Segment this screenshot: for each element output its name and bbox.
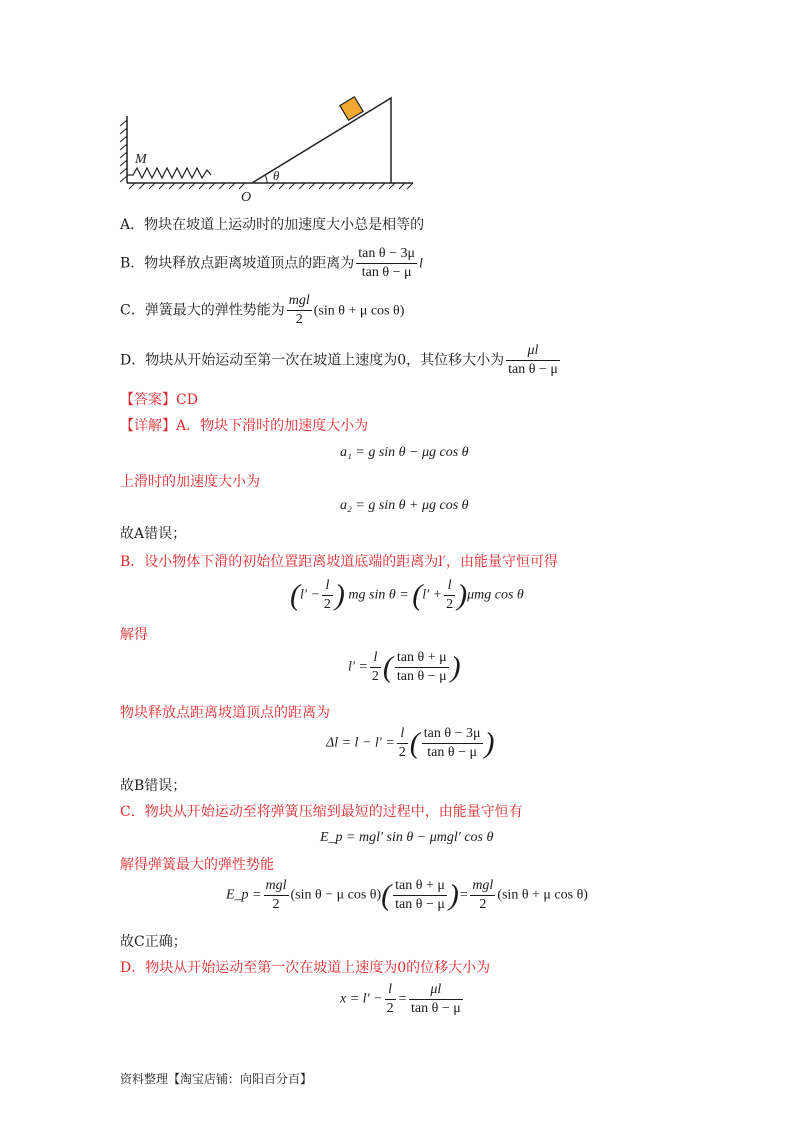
eq-c2-frac1 bbox=[264, 878, 289, 913]
eq-a1: a₁ = g sin θ − μg cos θ bbox=[340, 445, 469, 460]
paren: ( bbox=[409, 726, 420, 760]
option-d-text: D．物块从开始运动至第一次在坡道上速度为0，其位移大小为 bbox=[120, 352, 505, 369]
wall-hatch bbox=[120, 120, 127, 182]
eq-c2-mid: (sin θ − μ cos θ) bbox=[290, 887, 382, 903]
paren: ( bbox=[290, 578, 300, 612]
eq-c2-end: (sin θ + μ cos θ) bbox=[497, 887, 588, 903]
frac-num: mgl bbox=[470, 878, 495, 896]
eq-b1-right: μmg cos θ bbox=[467, 587, 524, 603]
eq-d-lhs: x = l′ − bbox=[340, 991, 383, 1007]
frac-num: mgl bbox=[264, 878, 289, 896]
label-M: M bbox=[135, 152, 147, 167]
option-c-paren: (sin θ + μ cos θ) bbox=[313, 303, 405, 319]
answer-value: CD bbox=[176, 392, 198, 408]
b-text: B．设小物体下滑的初始位置距离坡道底端的距离为l′，由能量守恒可得 bbox=[120, 554, 558, 570]
eq-b2-lhs: l′ = bbox=[348, 659, 368, 675]
eq-b1-p1: l′ − bbox=[300, 587, 320, 603]
c-right: 故C正确； bbox=[120, 934, 187, 950]
frac-num: l bbox=[370, 650, 381, 668]
eq-c2-frac2 bbox=[470, 878, 495, 913]
option-b-text: B．物块释放点距离坡道顶点的距离为 bbox=[120, 255, 355, 272]
eq-d-frac1 bbox=[385, 982, 396, 1017]
footer: 资料整理【淘宝店铺：向阳百分百】 bbox=[120, 1072, 313, 1086]
frac-den: tan θ − μ bbox=[396, 669, 447, 684]
eq-b3-tan-frac bbox=[422, 726, 483, 761]
eq-b2 bbox=[348, 650, 461, 685]
eq-c2-tan-frac bbox=[393, 878, 447, 913]
option-c-fraction bbox=[287, 293, 312, 328]
spring bbox=[127, 168, 211, 178]
eq-b3 bbox=[326, 726, 495, 761]
option-c-num: mgl bbox=[287, 293, 312, 311]
detail-a-text: A．物块下滑时的加速度大小为 bbox=[176, 418, 369, 434]
paren: ( bbox=[381, 878, 392, 912]
option-a: A．物块在坡道上运动时的加速度大小总是相等的 bbox=[120, 217, 425, 233]
eq-b2-frac bbox=[370, 650, 381, 685]
option-d bbox=[120, 343, 562, 378]
eq-a2: a₂ = g sin θ + μg cos θ bbox=[340, 498, 469, 513]
answer-label: 【答案】 bbox=[120, 392, 176, 408]
eq-b1 bbox=[290, 578, 524, 613]
frac-den: 2 bbox=[386, 1001, 394, 1016]
eq-d-frac2 bbox=[409, 982, 463, 1017]
ground-hatch bbox=[129, 183, 413, 189]
frac-den: tan θ − μ bbox=[395, 897, 445, 912]
frac-num: tan θ + μ bbox=[393, 878, 447, 896]
eq-b1-frac2 bbox=[444, 578, 455, 613]
frac-den: 2 bbox=[398, 745, 406, 760]
eq-c2-eq: = bbox=[458, 887, 469, 903]
label-O: O bbox=[241, 190, 252, 205]
frac-num: l bbox=[385, 982, 396, 1000]
paren: ) bbox=[448, 878, 459, 912]
eq-c1: E_p = mgl′ sin θ − μmgl′ cos θ bbox=[320, 830, 494, 845]
paren: ) bbox=[450, 650, 461, 684]
frac-den: 2 bbox=[272, 897, 280, 912]
frac-num: l bbox=[397, 726, 408, 744]
answer-line bbox=[120, 390, 198, 410]
frac-num: tan θ + μ bbox=[395, 650, 449, 668]
eq-b3-lhs: Δl = l − l′ = bbox=[326, 735, 395, 751]
eq-b1-left: mg sin θ = bbox=[348, 587, 409, 603]
up-text: 上滑时的加速度大小为 bbox=[120, 474, 260, 490]
option-c bbox=[120, 293, 404, 328]
paren: ( bbox=[382, 650, 393, 684]
option-b-fraction bbox=[356, 246, 417, 281]
frac-num: l bbox=[322, 578, 333, 596]
d-text: D．物块从开始运动至第一次在坡道上速度为0的位移大小为 bbox=[120, 960, 491, 976]
option-c-den: 2 bbox=[295, 312, 303, 327]
option-d-num: μl bbox=[506, 343, 560, 361]
solve-label: 解得 bbox=[120, 627, 148, 643]
c-text: C．物块从开始运动至将弹簧压缩到最短的过程中，由能量守恒有 bbox=[120, 804, 523, 820]
frac-den: 2 bbox=[479, 897, 487, 912]
option-b bbox=[120, 246, 423, 281]
incline-figure bbox=[115, 90, 425, 205]
eq-d-eq: = bbox=[397, 991, 408, 1007]
detail-line bbox=[120, 416, 368, 436]
detail-label: 【详解】 bbox=[120, 418, 176, 434]
eq-b2-tan-frac bbox=[395, 650, 449, 685]
a-wrong: 故A错误； bbox=[120, 526, 187, 542]
eq-d bbox=[340, 982, 465, 1017]
frac-num: l bbox=[444, 578, 455, 596]
option-b-num: tan θ − 3μ bbox=[356, 246, 417, 264]
dist-text: 物块释放点距离坡道顶点的距离为 bbox=[120, 705, 330, 721]
eq-b3-frac bbox=[397, 726, 408, 761]
paren: ) bbox=[457, 578, 468, 612]
frac-den: 2 bbox=[371, 669, 379, 684]
paren: ( bbox=[412, 578, 423, 612]
frac-den: 2 bbox=[446, 597, 454, 612]
eq-c2-lhs: E_p = bbox=[226, 887, 262, 903]
paren: ) bbox=[334, 578, 345, 612]
frac-den: 2 bbox=[323, 597, 331, 612]
angle-arc bbox=[265, 175, 267, 183]
option-d-fraction bbox=[506, 343, 560, 378]
c-solve: 解得弹簧最大的弹性势能 bbox=[120, 857, 274, 873]
frac-den: tan θ − μ bbox=[427, 745, 478, 760]
frac-num: tan θ − 3μ bbox=[422, 726, 483, 744]
eq-b1-p2: l′ + bbox=[422, 587, 443, 603]
option-b-den: tan θ − μ bbox=[361, 265, 412, 280]
paren: ) bbox=[484, 726, 495, 760]
eq-b1-frac1 bbox=[322, 578, 333, 613]
option-b-l: l bbox=[419, 256, 423, 272]
frac-den: tan θ − μ bbox=[411, 1001, 461, 1016]
option-d-den: tan θ − μ bbox=[508, 362, 558, 377]
option-c-text: C．弹簧最大的弹性势能为 bbox=[120, 302, 285, 319]
label-theta: θ bbox=[273, 168, 280, 183]
frac-num: μl bbox=[409, 982, 463, 1000]
eq-c2 bbox=[226, 878, 588, 913]
b-wrong: 故B错误； bbox=[120, 778, 187, 794]
